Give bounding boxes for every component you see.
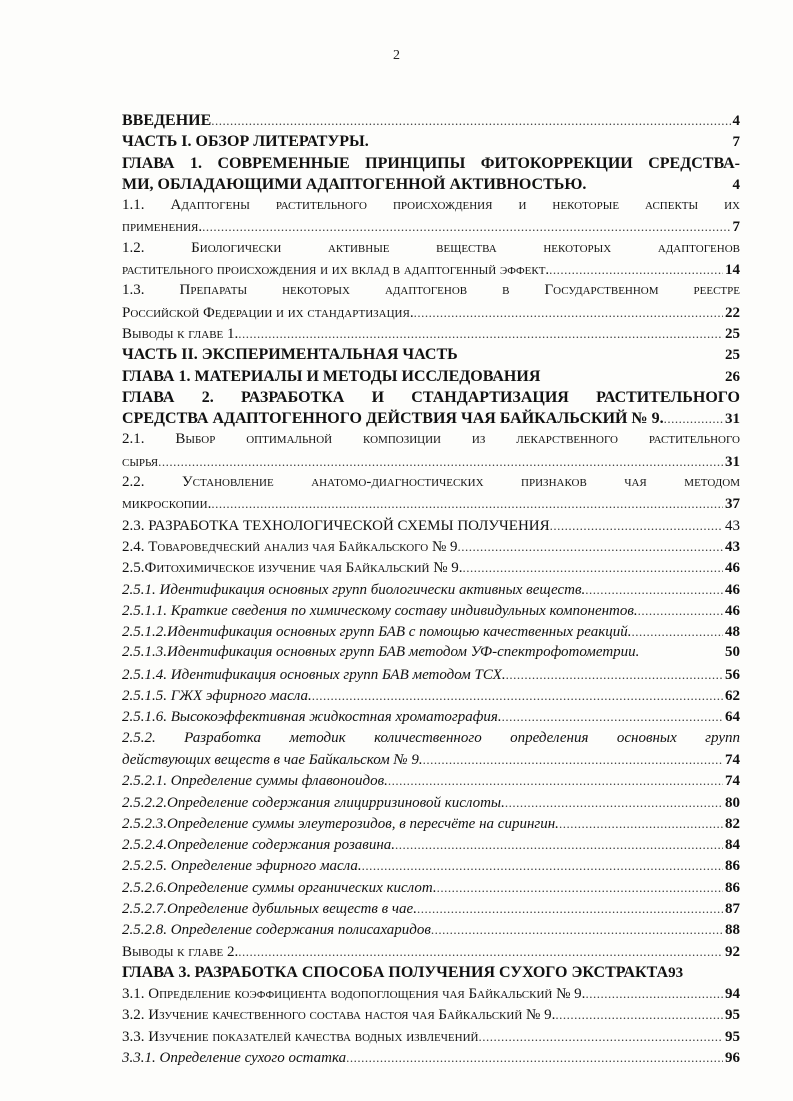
toc-entry-page: 86 — [725, 858, 740, 875]
toc-entry-page: 43 — [725, 538, 740, 555]
toc-entry — [122, 855, 740, 876]
toc-entry-title: 2.2. Установление анатомо-диагностических признаков чая методом — [122, 474, 740, 491]
toc-entry — [122, 706, 740, 727]
toc-entry-page: 95 — [725, 1028, 740, 1045]
toc-entry — [122, 259, 740, 280]
toc-entry-title: 1.2. Биологически активные вещества некоторых адаптогенов — [122, 239, 740, 256]
toc-entry-page: 95 — [725, 1007, 740, 1024]
toc-entry — [122, 749, 740, 770]
toc-entry — [122, 685, 740, 706]
leader-dots — [417, 898, 723, 919]
toc-entry-page: 48 — [725, 624, 740, 641]
toc-entry-title: 2.3. РАЗРАБОТКА ТЕХНОЛОГИЧЕСКОЙ СХЕМЫ ПОЛУЧЕНИЯ — [122, 517, 550, 534]
toc-entry-title: 2.1. Выбор оптимальной композиции из лекарственного растительного — [122, 431, 740, 448]
toc-entry-title: 2.5.2.5. Определение эфирного масла. — [122, 858, 362, 875]
toc-entry-title: СРЕДСТВА АДАПТОГЕННОГО ДЕЙСТВИЯ ЧАЯ БАЙКАЛЬСКИЙ № 9. — [122, 410, 664, 428]
table-of-contents — [122, 110, 740, 1068]
page-number: 2 — [393, 48, 400, 63]
toc-entry — [122, 1004, 740, 1025]
leader-dots — [463, 557, 723, 578]
toc-entry-page: 31 — [725, 453, 740, 470]
toc-entry-title: ГЛАВА 2. РАЗРАБОТКА И СТАНДАРТИЗАЦИЯ РАСТИТЕЛЬНОГО — [122, 388, 740, 406]
leader-dots — [238, 941, 723, 962]
leader-dots — [211, 493, 723, 514]
toc-entry-title: 1.1. Адаптогены растительного происхождения и некоторые аспекты их — [122, 197, 740, 214]
toc-entry-title: 3.1. Определение коэффициента водопоглощения чая Байкальский № 9. — [122, 986, 586, 1003]
toc-entry — [122, 174, 740, 195]
toc-entry — [122, 323, 740, 344]
leader-dots — [559, 813, 723, 834]
toc-entry-page: 46 — [725, 602, 740, 619]
toc-entry — [122, 408, 740, 429]
leader-dots — [549, 259, 723, 280]
toc-entry-page: 25 — [725, 325, 740, 342]
toc-entry — [122, 557, 740, 578]
toc-entry-title: 2.5.Фитохимическое изучение чая Байкальский № 9. — [122, 560, 463, 577]
toc-entry-title: 2.5.2.3.Определение суммы элеутерозидов, в пересчёте на сирингин. — [122, 815, 559, 832]
leader-dots — [423, 749, 723, 770]
toc-entry-page: 74 — [725, 773, 740, 790]
toc-entry-page: 4 — [732, 113, 740, 129]
toc-entry-title: ГЛАВА 1. МАТЕРИАЛЫ И МЕТОДЫ ИССЛЕДОВАНИЯ — [122, 367, 541, 385]
toc-entry-page: 25 — [725, 347, 740, 364]
toc-entry — [122, 813, 740, 834]
toc-entry — [122, 898, 740, 919]
toc-entry — [122, 919, 740, 940]
toc-entry-page: 87 — [725, 900, 740, 917]
toc-entry-title: ГЛАВА 3. РАЗРАБОТКА СПОСОБА ПОЛУЧЕНИЯ СУХОГО ЭКСТРАКТА — [122, 963, 669, 981]
toc-entry-title: 2.5.2.4.Определение содержания розавина. — [122, 837, 396, 854]
leader-dots — [158, 451, 723, 472]
toc-entry-page: 26 — [725, 368, 740, 385]
toc-entry-page: 80 — [725, 794, 740, 811]
toc-entry-title: 2.5.1.2.Идентификация основных групп БАВ с помощью качественных реакций. — [122, 624, 632, 641]
toc-entry-page: 84 — [725, 837, 740, 854]
toc-entry — [122, 579, 740, 600]
toc-entry-page: 4 — [732, 176, 740, 193]
leader-dots — [585, 983, 723, 1004]
toc-entry — [122, 429, 740, 450]
toc-entry — [122, 962, 740, 983]
toc-entry-title: 2.5.2.2.Определение содержания глицирризиновой кислоты. — [122, 794, 505, 811]
toc-entry-title: ЧАСТЬ I. ОБЗОР ЛИТЕРАТУРЫ. — [122, 133, 369, 151]
toc-entry-page: 86 — [725, 879, 740, 896]
toc-entry-title: МИ, ОБЛАДАЮЩИМИ АДАПТОГЕННОЙ АКТИВНОСТЬЮ. — [122, 175, 587, 193]
toc-entry-title: ВВЕДЕНИЕ — [122, 112, 212, 129]
leader-dots — [414, 302, 723, 323]
toc-entry-page: 31 — [725, 411, 740, 428]
toc-entry-title: 2.5.1.4. Идентификация основных групп БАВ методом ТСХ. — [122, 666, 506, 683]
toc-entry-title: применения. — [122, 219, 203, 236]
toc-entry-page: 46 — [725, 560, 740, 577]
toc-entry-title: Выводы к главе 1. — [122, 325, 239, 342]
toc-entry-page: 43 — [725, 517, 740, 534]
toc-entry-title: 2.5.1.1. Краткие сведения по химическому составу индивидульных компонентов. — [122, 602, 638, 619]
toc-entry — [122, 792, 740, 813]
toc-entry — [122, 877, 740, 898]
toc-entry — [122, 110, 740, 131]
toc-entry-title: Выводы к главе 2. — [122, 943, 239, 960]
toc-entry — [122, 664, 740, 685]
leader-dots — [550, 515, 723, 536]
toc-entry — [122, 216, 740, 237]
toc-entry-page: 22 — [725, 304, 740, 321]
toc-entry — [122, 1047, 740, 1068]
toc-entry — [122, 472, 740, 493]
toc-entry-title: растительного происхождения и их вклад в адаптогенный эффект. — [122, 262, 550, 279]
toc-entry — [122, 770, 740, 791]
toc-entry-page: 93 — [668, 964, 684, 981]
toc-entry — [122, 153, 740, 174]
leader-dots — [458, 536, 723, 557]
toc-entry — [122, 344, 740, 365]
toc-entry-title: 2.4. Товароведческий анализ чая Байкальского № 9 — [122, 538, 458, 555]
toc-entry-page: 96 — [725, 1050, 740, 1067]
toc-entry — [122, 621, 740, 642]
leader-dots — [431, 919, 723, 940]
toc-entry — [122, 451, 740, 472]
toc-entry-page: 46 — [725, 581, 740, 598]
toc-entry-title: ГЛАВА 1. СОВРЕМЕННЫЕ ПРИНЦИПЫ ФИТОКОРРЕКЦИИ СРЕДСТВА- — [122, 154, 740, 172]
toc-entry — [122, 600, 740, 621]
toc-entry-title: 2.5.1.6. Высокоэффективная жидкостная хроматография. — [122, 709, 502, 726]
leader-dots — [362, 855, 723, 876]
toc-entry-title: 3.3. Изучение показателей качества водных извлечений — [122, 1028, 479, 1045]
toc-entry — [122, 493, 740, 514]
toc-entry-page: 56 — [725, 666, 740, 683]
leader-dots — [202, 216, 730, 237]
toc-entry-page: 62 — [725, 688, 740, 705]
toc-entry-title: 2.5.2.8. Определение содержания полисахаридов — [122, 922, 431, 939]
toc-entry-page: 14 — [725, 262, 740, 279]
toc-entry-title: 2.5.2.7.Определение дубильных веществ в чае. — [122, 900, 417, 917]
toc-entry-page: 7 — [732, 219, 740, 236]
leader-dots — [502, 706, 723, 727]
toc-entry-title: микроскопии. — [122, 496, 212, 513]
toc-entry — [122, 941, 740, 962]
toc-entry-title: 1.3. Препараты некоторых адаптогенов в Государственном реестре — [122, 282, 740, 299]
toc-entry-title: 2.5.2.1. Определение суммы флавоноидов. — [122, 773, 388, 790]
toc-entry — [122, 536, 740, 557]
toc-entry — [122, 366, 740, 387]
toc-entry-page: 50 — [725, 644, 740, 661]
toc-entry — [122, 387, 740, 408]
toc-entry — [122, 280, 740, 301]
toc-entry-page: 82 — [725, 815, 740, 832]
leader-dots — [478, 1026, 723, 1047]
toc-entry — [122, 728, 740, 749]
leader-dots — [395, 834, 723, 855]
toc-entry-page: 37 — [725, 496, 740, 513]
toc-entry — [122, 131, 740, 152]
toc-entry-title: 3.3.1. Определение сухого остатка — [122, 1050, 347, 1067]
toc-entry-title: 2.5.1. Идентификация основных групп биологически активных веществ. — [122, 581, 586, 598]
leader-dots — [664, 408, 723, 429]
leader-dots — [238, 323, 723, 344]
toc-entry-title: действующих веществ в чае Байкальском № 9. — [122, 751, 423, 768]
leader-dots — [312, 685, 723, 706]
leader-dots — [555, 1004, 723, 1025]
toc-entry — [122, 642, 740, 663]
leader-dots — [505, 792, 723, 813]
leader-dots — [506, 664, 723, 685]
leader-dots — [638, 600, 723, 621]
toc-entry-title: 2.5.1.3.Идентификация основных групп БАВ методом УФ-спектрофотометрии. — [122, 644, 640, 661]
toc-entry-title: 2.5.2.6.Определение суммы органических кислот. — [122, 879, 437, 896]
toc-entry — [122, 834, 740, 855]
toc-entry — [122, 238, 740, 259]
toc-entry-title: 3.2. Изучение качественного состава настоя чая Байкальский № 9. — [122, 1007, 556, 1024]
toc-entry — [122, 302, 740, 323]
toc-entry-page: 88 — [725, 922, 740, 939]
leader-dots — [585, 579, 723, 600]
leader-dots — [211, 110, 730, 131]
toc-entry-page: 94 — [725, 986, 740, 1003]
leader-dots — [632, 621, 723, 642]
toc-entry-title: Российской Федерации и их стандартизация. — [122, 304, 414, 321]
toc-entry-title: 2.5.1.5. ГЖХ эфирного масла. — [122, 688, 312, 705]
toc-entry-title: ЧАСТЬ II. ЭКСПЕРИМЕНТАЛЬНАЯ ЧАСТЬ — [122, 346, 458, 364]
toc-entry — [122, 1026, 740, 1047]
toc-entry — [122, 195, 740, 216]
leader-dots — [388, 770, 723, 791]
toc-entry-page: 64 — [725, 709, 740, 726]
leader-dots — [437, 877, 723, 898]
leader-dots — [346, 1047, 723, 1068]
toc-entry-title: 2.5.2. Разработка методик количественного определения основных групп — [122, 729, 740, 746]
toc-entry — [122, 515, 740, 536]
toc-entry-page: 7 — [732, 134, 740, 151]
toc-entry — [122, 983, 740, 1004]
toc-entry-page: 74 — [725, 751, 740, 768]
toc-entry-title: сырья — [122, 453, 159, 470]
toc-entry-page: 92 — [725, 943, 740, 960]
